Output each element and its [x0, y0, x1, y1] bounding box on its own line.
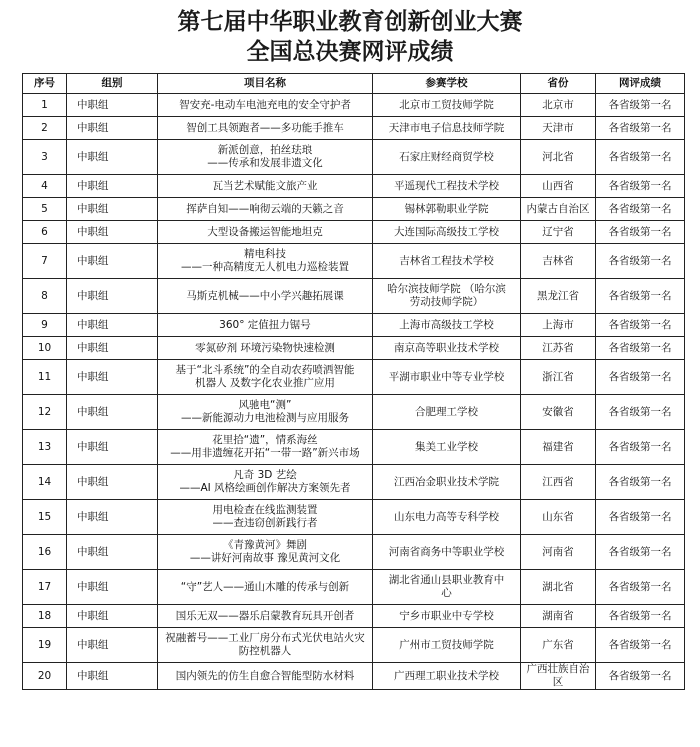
table-row	[23, 221, 685, 244]
project-name-line: 马斯克机械——中小学兴趣拓展课	[186, 289, 344, 302]
school-name-line: 天津市电子信息技师学院	[388, 121, 505, 134]
cell-score: 各省级第一名	[596, 663, 685, 690]
project-name-line: 挥萨自知——响彻云端的天籁之音	[186, 202, 344, 215]
cell-index: 3	[23, 140, 67, 175]
cell-province: 河南省	[521, 535, 596, 570]
school-name-line: 南京高等职业技术学校	[394, 341, 499, 354]
school-name-line: 哈尔滨技师学院 （哈尔滨	[387, 283, 506, 295]
cell-score: 各省级第一名	[596, 500, 685, 535]
cell-school	[373, 430, 521, 465]
cell-project	[158, 175, 373, 198]
cell-index: 13	[23, 430, 67, 465]
cell-project	[158, 244, 373, 279]
cell-school	[373, 244, 521, 279]
cell-province: 广西壮族自治区	[521, 663, 596, 690]
table-row	[23, 337, 685, 360]
project-name-line: ——一种高精度无人机电力巡检装置	[181, 261, 349, 273]
school-name-line: 上海市高级技工学校	[399, 318, 494, 331]
project-name-line: ——传承和发展非遗文化	[207, 157, 323, 169]
cell-school	[373, 221, 521, 244]
cell-score: 各省级第一名	[596, 605, 685, 628]
cell-index: 18	[23, 605, 67, 628]
cell-score: 各省级第一名	[596, 314, 685, 337]
cell-group: 中职组	[67, 628, 158, 663]
school-name-line: 吉林省工程技术学校	[399, 254, 494, 267]
school-name-line: 平遥现代工程技术学校	[394, 179, 499, 192]
school-name-line: 大连国际高级技工学校	[394, 225, 499, 238]
school-name-line: 合肥理工学校	[415, 405, 478, 418]
cell-province: 北京市	[521, 94, 596, 117]
cell-group: 中职组	[67, 605, 158, 628]
cell-school	[373, 360, 521, 395]
table-row	[23, 198, 685, 221]
project-name-line: 基于“北斗系统”的全自动农药喷洒智能	[175, 364, 355, 376]
school-name-line: 山东电力高等专科学校	[394, 510, 499, 523]
header-index: 序号	[23, 74, 67, 94]
cell-index: 4	[23, 175, 67, 198]
table-row	[23, 430, 685, 465]
cell-index: 10	[23, 337, 67, 360]
school-name-line: 广州市工贸技师学院	[399, 638, 494, 651]
cell-school	[373, 628, 521, 663]
cell-school	[373, 117, 521, 140]
project-name-line: 凡奇 3D 艺绘	[233, 469, 297, 481]
cell-province: 湖南省	[521, 605, 596, 628]
cell-project	[158, 117, 373, 140]
cell-school	[373, 663, 521, 690]
project-name-line: 国乐无双——器乐启蒙教育玩具开创者	[175, 609, 355, 622]
project-name-line: ——AI 风格绘画创作解决方案领先者	[179, 482, 351, 494]
cell-province: 浙江省	[521, 360, 596, 395]
cell-score: 各省级第一名	[596, 198, 685, 221]
table-row	[23, 663, 685, 690]
table-row	[23, 360, 685, 395]
cell-group: 中职组	[67, 94, 158, 117]
cell-index: 1	[23, 94, 67, 117]
project-name-line: 防控机器人	[238, 645, 292, 657]
cell-score: 各省级第一名	[596, 221, 685, 244]
cell-project	[158, 535, 373, 570]
cell-province: 湖北省	[521, 570, 596, 605]
cell-school	[373, 198, 521, 221]
cell-project	[158, 221, 373, 244]
project-name-line: 风驰电“测”	[238, 399, 292, 411]
cell-group: 中职组	[67, 221, 158, 244]
cell-project	[158, 465, 373, 500]
cell-project	[158, 279, 373, 314]
project-name-line: ——新能源动力电池检测与应用服务	[181, 412, 349, 424]
table-row	[23, 140, 685, 175]
cell-province: 吉林省	[521, 244, 596, 279]
cell-index: 5	[23, 198, 67, 221]
cell-province: 上海市	[521, 314, 596, 337]
cell-project	[158, 140, 373, 175]
project-name-line: 《青豫黄河》舞剧	[223, 539, 307, 551]
cell-score: 各省级第一名	[596, 244, 685, 279]
cell-group: 中职组	[67, 175, 158, 198]
project-name-line: 机器人 及数字化农业推广应用	[195, 377, 335, 389]
table-row	[23, 500, 685, 535]
cell-score: 各省级第一名	[596, 140, 685, 175]
cell-index: 9	[23, 314, 67, 337]
cell-index: 7	[23, 244, 67, 279]
cell-score: 各省级第一名	[596, 279, 685, 314]
school-name-line: 北京市工贸技师学院	[399, 98, 494, 111]
cell-province: 山东省	[521, 500, 596, 535]
cell-province: 江苏省	[521, 337, 596, 360]
table-row	[23, 395, 685, 430]
cell-index: 6	[23, 221, 67, 244]
cell-province: 广东省	[521, 628, 596, 663]
cell-group: 中职组	[67, 500, 158, 535]
cell-score: 各省级第一名	[596, 360, 685, 395]
cell-score: 各省级第一名	[596, 395, 685, 430]
cell-province: 辽宁省	[521, 221, 596, 244]
cell-project	[158, 628, 373, 663]
project-name-line: 花里拾“遗”，情系海丝	[212, 434, 318, 446]
school-name-line: 心	[441, 587, 452, 599]
table-row	[23, 117, 685, 140]
cell-school	[373, 140, 521, 175]
cell-index: 17	[23, 570, 67, 605]
cell-province: 内蒙古自治区	[521, 198, 596, 221]
school-name-line: 广西理工职业技术学校	[394, 669, 499, 682]
cell-project	[158, 430, 373, 465]
table-row	[23, 465, 685, 500]
table-row	[23, 279, 685, 314]
cell-project	[158, 337, 373, 360]
cell-index: 14	[23, 465, 67, 500]
table-row	[23, 628, 685, 663]
cell-index: 8	[23, 279, 67, 314]
results-table	[22, 73, 685, 690]
cell-project	[158, 605, 373, 628]
project-name-line: “守”艺人——通山木雕的传承与创新	[180, 580, 350, 593]
school-name-line: 平湖市职业中等专业学校	[388, 370, 505, 383]
cell-index: 15	[23, 500, 67, 535]
cell-group: 中职组	[67, 337, 158, 360]
cell-index: 12	[23, 395, 67, 430]
project-name-line: 智安充-电动车电池充电的安全守护者	[179, 98, 351, 111]
cell-project	[158, 663, 373, 690]
cell-index: 2	[23, 117, 67, 140]
project-name-line: 精电科技	[244, 248, 286, 260]
header-project: 项目名称	[158, 74, 373, 94]
header-province: 省份	[521, 74, 596, 94]
cell-index: 11	[23, 360, 67, 395]
cell-group: 中职组	[67, 198, 158, 221]
cell-province: 河北省	[521, 140, 596, 175]
cell-province: 福建省	[521, 430, 596, 465]
cell-province: 黑龙江省	[521, 279, 596, 314]
cell-index: 16	[23, 535, 67, 570]
cell-index: 20	[23, 663, 67, 690]
table-row	[23, 94, 685, 117]
cell-school	[373, 535, 521, 570]
cell-group: 中职组	[67, 535, 158, 570]
cell-group: 中职组	[67, 360, 158, 395]
cell-group: 中职组	[67, 244, 158, 279]
cell-group: 中职组	[67, 117, 158, 140]
cell-school	[373, 465, 521, 500]
school-name-line: 湖北省通山县职业教育中	[388, 574, 505, 586]
cell-project	[158, 198, 373, 221]
document-title: 第七届中华职业教育创新创业大赛	[177, 9, 523, 35]
table-row	[23, 314, 685, 337]
school-name-line: 集美工业学校	[415, 440, 478, 453]
cell-group: 中职组	[67, 314, 158, 337]
cell-group: 中职组	[67, 279, 158, 314]
project-name-line: 大型设备搬运智能地坦克	[207, 225, 323, 238]
school-name-line: 劳动技师学院）	[409, 296, 484, 308]
cell-province: 天津市	[521, 117, 596, 140]
project-name-line: 瓦当艺术赋能文旅产业	[212, 179, 318, 192]
cell-project	[158, 314, 373, 337]
cell-group: 中职组	[67, 430, 158, 465]
cell-province: 山西省	[521, 175, 596, 198]
cell-school	[373, 94, 521, 117]
cell-project	[158, 94, 373, 117]
cell-group: 中职组	[67, 663, 158, 690]
cell-project	[158, 500, 373, 535]
table-row	[23, 175, 685, 198]
document-subtitle: 全国总决赛网评成绩	[246, 39, 454, 65]
cell-school	[373, 279, 521, 314]
project-name-line: 祝融蓄号——工业厂房分布式光伏电站火灾	[165, 632, 365, 644]
project-name-line: 360° 定值扭力锯号	[219, 318, 311, 331]
cell-project	[158, 395, 373, 430]
cell-score: 各省级第一名	[596, 337, 685, 360]
header-score: 网评成绩	[596, 74, 685, 94]
cell-score: 各省级第一名	[596, 535, 685, 570]
cell-score: 各省级第一名	[596, 628, 685, 663]
cell-group: 中职组	[67, 465, 158, 500]
cell-project	[158, 570, 373, 605]
cell-school	[373, 500, 521, 535]
cell-school	[373, 605, 521, 628]
table-row	[23, 244, 685, 279]
cell-school	[373, 314, 521, 337]
project-name-line: 零氮矽剂 环境污染物快速检测	[195, 341, 335, 354]
cell-score: 各省级第一名	[596, 175, 685, 198]
cell-score: 各省级第一名	[596, 117, 685, 140]
school-name-line: 河南省商务中等职业学校	[388, 545, 505, 558]
cell-score: 各省级第一名	[596, 570, 685, 605]
cell-province: 安徽省	[521, 395, 596, 430]
cell-group: 中职组	[67, 140, 158, 175]
cell-group: 中职组	[67, 570, 158, 605]
cell-province: 江西省	[521, 465, 596, 500]
cell-score: 各省级第一名	[596, 465, 685, 500]
cell-school	[373, 570, 521, 605]
project-name-line: 智创工具领跑者——多功能手推车	[186, 121, 344, 134]
project-name-line: 用电检查在线监测装置	[212, 504, 318, 516]
table-row	[23, 605, 685, 628]
cell-group: 中职组	[67, 395, 158, 430]
header-school: 参赛学校	[373, 74, 521, 94]
project-name-line: ——查违窃创新践行者	[212, 517, 318, 529]
header-group: 组别	[67, 74, 158, 94]
table-header-row	[23, 74, 685, 94]
school-name-line: 石家庄财经商贸学校	[399, 150, 494, 163]
cell-school	[373, 395, 521, 430]
project-name-line: ——用非遗缠花开拓“一带一路”新兴市场	[170, 447, 360, 459]
project-name-line: 新派创意，拍丝珐琅	[217, 144, 313, 156]
cell-index: 19	[23, 628, 67, 663]
table-row	[23, 570, 685, 605]
project-name-line: ——讲好河南故事 豫见黄河文化	[189, 552, 341, 564]
school-name-line: 江西冶金职业技术学院	[394, 475, 499, 488]
cell-project	[158, 360, 373, 395]
cell-school	[373, 175, 521, 198]
cell-score: 各省级第一名	[596, 94, 685, 117]
school-name-line: 锡林郭勒职业学院	[404, 202, 489, 215]
cell-score: 各省级第一名	[596, 430, 685, 465]
table-row	[23, 535, 685, 570]
cell-school	[373, 337, 521, 360]
school-name-line: 宁乡市职业中专学校	[399, 609, 494, 622]
project-name-line: 国内领先的仿生自愈合智能型防水材料	[175, 669, 355, 682]
